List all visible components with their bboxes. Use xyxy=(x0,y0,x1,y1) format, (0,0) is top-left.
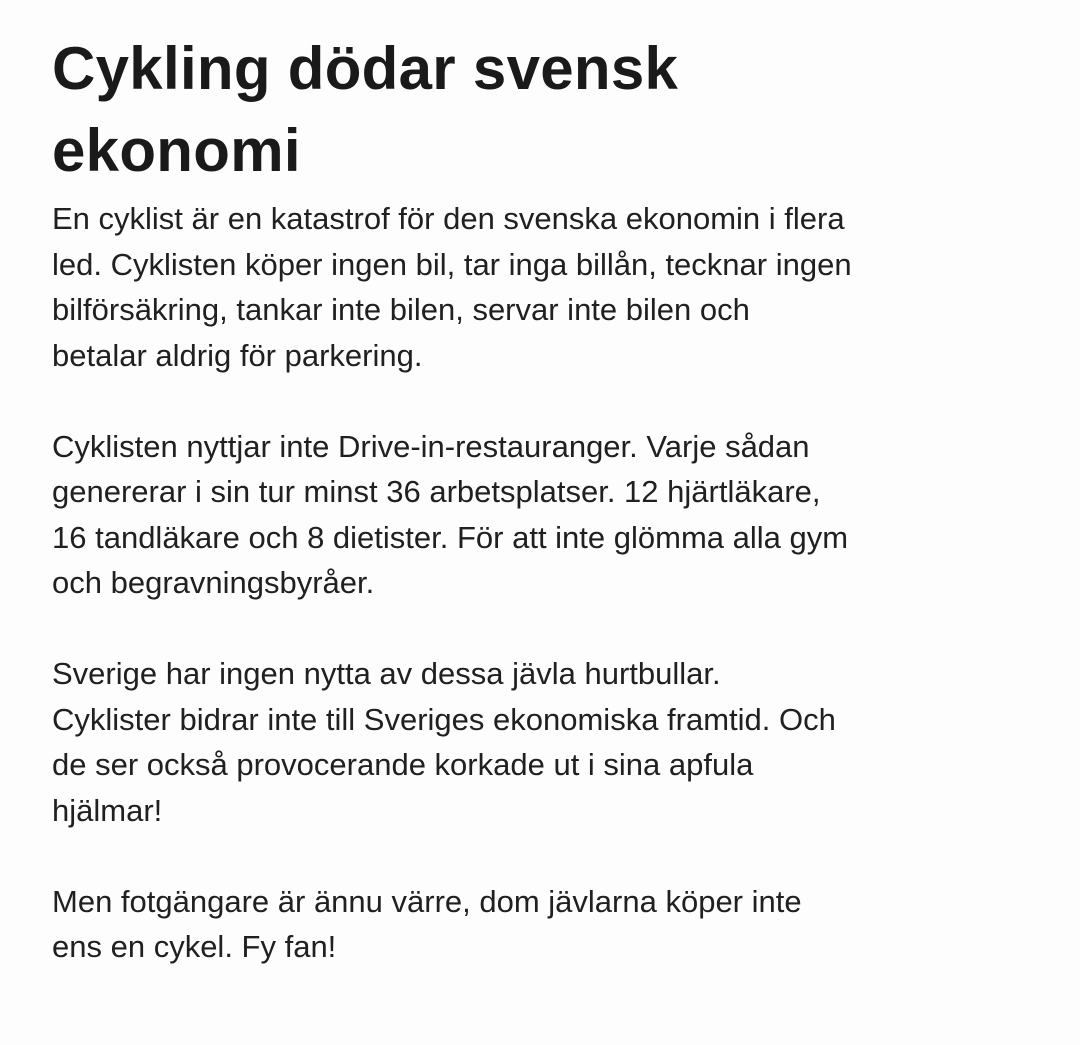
text-line: led. Cyklisten köper ingen bil, tar inga billån, tecknar ingen xyxy=(52,246,852,282)
paragraph-pedestrians xyxy=(52,879,1040,970)
text-line: de ser också provocerande korkade ut i sina apfula xyxy=(52,747,754,782)
paragraph-no-use xyxy=(52,651,1040,833)
text-line: genererar i sin tur minst 36 arbetsplatser. 12 hjärtläkare, xyxy=(52,474,821,509)
text-line: och begravningsbyråer. xyxy=(52,565,375,600)
title-line: ekonomi xyxy=(52,117,301,184)
article-title xyxy=(52,28,1040,192)
text-line: hjälmar! xyxy=(52,792,163,828)
paragraph-drive-in xyxy=(52,424,1040,606)
text-line: Sverige har ingen nytta av dessa jävla hurtbullar. xyxy=(52,656,721,691)
text-line: bilförsäkring, tankar inte bilen, servar inte bilen och xyxy=(52,292,750,327)
text-line: Men fotgängare är ännu värre, dom jävlarna köper inte xyxy=(52,883,802,919)
text-line: Cyklisten nyttjar inte Drive-in-restauranger. Varje sådan xyxy=(52,428,810,464)
title-line: Cykling dödar svensk xyxy=(52,35,679,102)
text-line: ens en cykel. Fy fan! xyxy=(52,929,337,964)
article-body xyxy=(52,196,1040,970)
text-line: betalar aldrig för parkering. xyxy=(52,337,423,373)
text-line: En cyklist är en katastrof för den svenska ekonomin i flera xyxy=(52,201,845,236)
paragraph-cyclist-catastrophe xyxy=(52,196,1040,378)
text-line: Cyklister bidrar inte till Sveriges ekonomiska framtid. Och xyxy=(52,701,836,737)
text-line: 16 tandläkare och 8 dietister. För att inte glömma alla gym xyxy=(52,519,849,555)
